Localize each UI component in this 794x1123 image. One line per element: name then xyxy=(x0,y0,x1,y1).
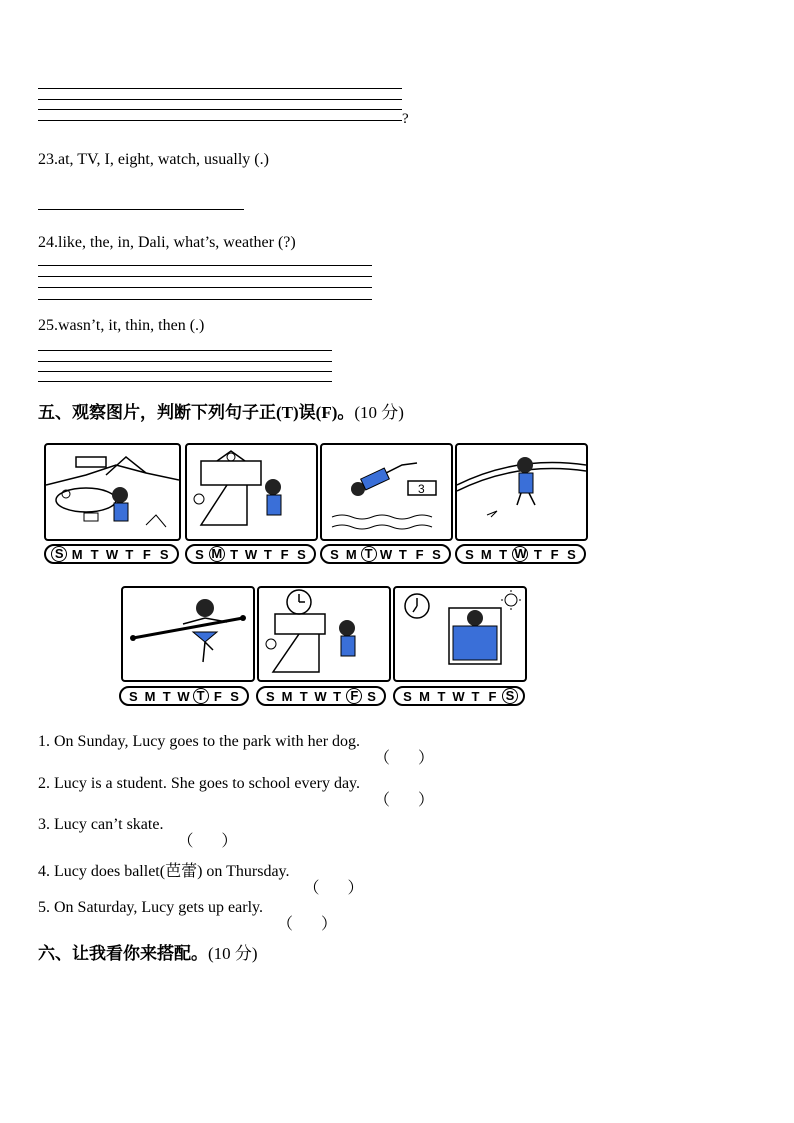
open-paren: （ xyxy=(374,750,391,767)
open-paren: （ xyxy=(177,833,194,850)
day-letter: S xyxy=(266,688,275,704)
day-letter: W xyxy=(244,546,258,562)
picture-park-dog xyxy=(44,443,181,541)
close-paren: ） xyxy=(320,916,337,933)
day-letter: S xyxy=(195,546,204,562)
statement-text: 2. Lucy is a student. She goes to school every day. xyxy=(38,775,361,792)
answer-line-25[interactable] xyxy=(38,350,332,351)
day-letter: M xyxy=(144,688,156,704)
statement-text: 1. On Sunday, Lucy goes to the park with her dog. xyxy=(38,733,361,750)
day-letter: S xyxy=(432,546,441,562)
picture-ballet xyxy=(121,586,255,682)
day-letter: S xyxy=(367,688,376,704)
day-letter: W xyxy=(177,688,190,704)
close-paren: ） xyxy=(418,750,435,767)
day-letter: M xyxy=(345,546,357,562)
section-5-text: 五、观察图片，判断下列句子正(T)误(F)。 xyxy=(38,403,355,422)
statement-text: 3. Lucy can’t skate. xyxy=(38,816,164,833)
close-paren: ） xyxy=(347,880,364,897)
day-letter-circled: S xyxy=(51,546,67,562)
answer-line-25[interactable] xyxy=(38,381,332,382)
answer-line-24[interactable] xyxy=(38,276,372,277)
statement-3 xyxy=(38,816,238,850)
day-letter: W xyxy=(379,546,393,562)
day-letter: T xyxy=(162,688,171,704)
day-letter: W xyxy=(105,546,119,562)
open-paren: （ xyxy=(374,792,391,809)
question-25: 25.wasn’t, it, thin, then (.) xyxy=(38,317,205,334)
day-letter: T xyxy=(398,546,407,562)
day-letter: S xyxy=(330,546,339,562)
picture-swimming xyxy=(320,443,453,541)
day-letter: F xyxy=(550,546,559,562)
day-letter-circled: W xyxy=(514,546,527,561)
writing-line[interactable] xyxy=(38,109,402,110)
day-strip xyxy=(44,544,179,564)
statement-5 xyxy=(38,899,337,933)
day-letter: F xyxy=(280,546,289,562)
answer-line-25[interactable] xyxy=(38,361,332,362)
day-letter: M xyxy=(480,546,492,562)
day-strip xyxy=(393,686,525,706)
day-letter-circled: T xyxy=(361,546,377,562)
day-letter: M xyxy=(419,688,430,704)
day-letter: S xyxy=(567,546,576,562)
svg-text:3: 3 xyxy=(418,482,425,496)
question-23: 23.at, TV, I, eight, watch, usually (.) xyxy=(38,151,269,168)
picture-bedroom xyxy=(393,586,527,682)
day-letter: M xyxy=(71,546,83,562)
statement-4 xyxy=(38,858,364,897)
statement-2 xyxy=(38,775,435,809)
writing-line[interactable] xyxy=(38,120,402,121)
section-6-text: 六、让我看你来搭配。 xyxy=(38,944,208,963)
day-letter: F xyxy=(142,546,151,562)
day-strip xyxy=(185,544,316,564)
statement-1 xyxy=(38,733,435,767)
answer-line-23[interactable] xyxy=(38,209,244,210)
day-letter: F xyxy=(488,688,497,704)
answer-line-24[interactable] xyxy=(38,299,372,300)
answer-line-25[interactable] xyxy=(38,371,332,372)
day-letter: T xyxy=(299,688,308,704)
writing-line[interactable] xyxy=(38,99,402,100)
day-letter: F xyxy=(415,546,424,562)
day-letter: T xyxy=(125,546,134,562)
day-letter: S xyxy=(159,546,169,562)
day-letter-circled: M xyxy=(209,546,225,562)
day-letter-circled: F xyxy=(346,688,362,704)
section-6-score: (10 分) xyxy=(208,944,258,963)
day-letter: T xyxy=(333,688,342,704)
day-letter: T xyxy=(499,546,508,562)
picture-school-clock xyxy=(257,586,391,682)
open-paren: （ xyxy=(303,880,320,897)
day-strip xyxy=(119,686,249,706)
answer-line-24[interactable] xyxy=(38,287,372,288)
writing-line[interactable] xyxy=(38,88,402,89)
day-letter-circled: T xyxy=(193,688,209,704)
answer-line-24[interactable] xyxy=(38,265,372,266)
day-letter: S xyxy=(403,688,412,704)
day-letter: S xyxy=(465,546,474,562)
statement-text: 5. On Saturday, Lucy gets up early. xyxy=(38,899,263,916)
day-letter: S xyxy=(297,546,306,562)
day-letter: S xyxy=(129,688,138,704)
day-letter: T xyxy=(533,546,542,562)
day-letter-circled: S xyxy=(502,688,518,704)
day-strip xyxy=(320,544,451,564)
day-letter: T xyxy=(263,546,272,562)
day-letter: W xyxy=(314,688,327,704)
picture-school xyxy=(185,443,318,541)
day-letter: T xyxy=(437,688,446,704)
day-letter: T xyxy=(471,688,480,704)
day-letter: F xyxy=(213,688,222,704)
day-letter: T xyxy=(230,546,239,562)
section-5-title xyxy=(38,398,404,423)
picture-skating xyxy=(455,443,588,541)
day-letter: T xyxy=(90,546,99,562)
close-paren: ） xyxy=(221,833,238,850)
question-mark: ? xyxy=(402,111,409,127)
day-strip xyxy=(455,544,586,564)
day-letter: W xyxy=(452,688,465,704)
day-strip xyxy=(256,686,386,706)
section-6-title xyxy=(38,939,258,964)
open-paren: （ xyxy=(276,916,293,933)
statement-text: 4. Lucy does ballet(芭蕾) on Thursday. xyxy=(38,863,290,880)
question-24: 24.like, the, in, Dali, what’s, weather (?) xyxy=(38,234,296,251)
day-letter: M xyxy=(281,688,293,704)
section-5-score: (10 分) xyxy=(354,403,404,422)
close-paren: ） xyxy=(418,792,435,809)
day-letter: S xyxy=(230,688,239,704)
